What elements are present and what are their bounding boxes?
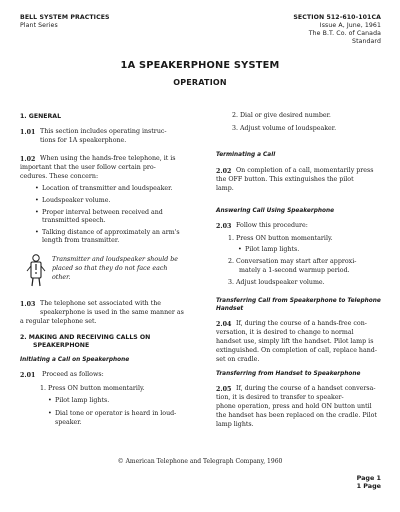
paragraph-text: If, during the course of a hands-free con- [236, 320, 367, 327]
copyright-notice: © American Telephone and Telegraph Company, 1960 [117, 458, 283, 465]
paragraph-text: Follow this procedure: [236, 222, 308, 229]
subheading-transfer-to-handset: Transferring Call from Speakerphone to Telephone [216, 298, 381, 304]
bullet-item: • Proper interval between received and [42, 209, 163, 217]
paragraph-text: When using the hands-free telephone, it is [40, 155, 176, 162]
caution-note: other. [52, 274, 71, 281]
page-number [357, 474, 381, 490]
header-right [293, 14, 381, 46]
paragraph-text: lamp. [216, 185, 234, 192]
bullet-item-cont: transmitted speech. [42, 217, 106, 224]
paragraph-text: important that the user follow certain pro- [20, 164, 156, 171]
step-item: 3. Adjust volume of loudspeaker. [232, 125, 337, 132]
section-heading-calls-cont: SPEAKERPHONE [33, 342, 90, 349]
paragraph-text: speakerphone is used in the same manner as [40, 309, 184, 316]
paragraph-text: cedures. These concern: [20, 173, 99, 180]
paragraph-text: This section includes operating instruc- [40, 128, 167, 135]
paragraph-text: a regular telephone set. [20, 318, 97, 325]
bullet-item: • Pilot lamp lights. [245, 246, 299, 254]
step-item: 1. Press ON button momentarily. [228, 235, 333, 242]
step-item: 1. Press ON button momentarily. [40, 385, 145, 392]
page-label: Page 1 [356, 474, 381, 482]
step-item: 2. Dial or give desired number. [232, 112, 331, 119]
series-title: BELL SYSTEM PRACTICES [20, 14, 110, 21]
page-title: 1A SPEAKERPHONE SYSTEM [120, 60, 280, 71]
page-subtitle: OPERATION [173, 78, 227, 87]
subheading-terminating: Terminating a Call [216, 152, 276, 158]
bullet-item: • Pilot lamp lights. [55, 397, 109, 405]
subheading-transfer-to-speakerphone: Transferring from Handset to Speakerphone [216, 371, 361, 377]
para-number: 2.02 [216, 168, 232, 175]
paragraph-text: handset use, simply lift the handset. Pilot lamp is [216, 338, 374, 345]
caution-note: placed so that they do not face each [52, 265, 168, 272]
para-number: 1.02 [20, 156, 36, 163]
section-heading-general: 1. GENERAL [20, 113, 62, 120]
paragraph-text: set on cradle. [216, 356, 260, 363]
company: The B.T. Co. of Canada [308, 30, 381, 37]
step-item: 3. Adjust loudspeaker volume. [228, 279, 325, 286]
standard-label: Standard [352, 38, 381, 45]
subheading-initiating: Initiating a Call on Speakerphone [20, 357, 130, 363]
paragraph-text: Proceed as follows: [42, 371, 104, 378]
paragraph-text: On completion of a call, momentarily press [236, 167, 374, 174]
bullet-item: • Talking distance of approximately an arm's [42, 229, 180, 237]
bullet-item: • Location of transmitter and loudspeaker. [42, 185, 172, 193]
paragraph-text: versation, it is desired to change to normal [216, 329, 354, 336]
paragraph-text: phone operation, press and hold ON button until [216, 403, 372, 410]
section-number: SECTION 512-610-101CA [293, 14, 381, 21]
paragraph-text: tions for 1A speakerphone. [40, 137, 127, 144]
para-number: 1.01 [20, 129, 36, 136]
issue-date: Issue A, June, 1961 [319, 22, 381, 29]
header-left [20, 14, 110, 30]
paragraph-text: lamp lights. [216, 421, 254, 428]
bullet-item-cont: speaker. [55, 419, 82, 426]
series-subtitle: Plant Series [20, 22, 58, 29]
step-item: 2. Conversation may start after approxi- [228, 258, 357, 265]
bullet-item: • Dial tone or operator is heard in loud- [55, 410, 176, 418]
paragraph-text: extinguished. On completion of call, replace hand- [216, 347, 377, 354]
para-number: 2.01 [20, 372, 36, 379]
step-item-cont: mately a 1-second warmup period. [239, 267, 350, 274]
bullet-item-cont: length from transmitter. [42, 237, 120, 244]
caution-figure-icon [26, 254, 46, 288]
para-number: 2.03 [216, 223, 232, 230]
para-number: 2.04 [216, 321, 232, 328]
paragraph-text: the handset has been replaced on the cradle. Pilot [216, 412, 377, 419]
caution-note: Transmitter and loudspeaker should be [52, 256, 179, 263]
para-number: 1.03 [20, 301, 36, 308]
page-count: 1 Page [356, 482, 381, 490]
paragraph-text: If, during the course of a handset conversa- [236, 385, 376, 392]
subheading-answering: Answering Call Using Speakerphone [216, 208, 335, 214]
bullet-item: • Loudspeaker volume. [42, 197, 110, 205]
subheading-transfer-to-handset-cont: Handset [216, 306, 244, 312]
paragraph-text: tion, it is desired to transfer to speaker- [216, 394, 344, 401]
section-heading-calls: 2. MAKING AND RECEIVING CALLS ON [20, 334, 151, 341]
paragraph-text: The telephone set associated with the [40, 300, 162, 307]
paragraph-text: the OFF button. This extinguishes the pilot [216, 176, 354, 183]
para-number: 2.05 [216, 386, 232, 393]
